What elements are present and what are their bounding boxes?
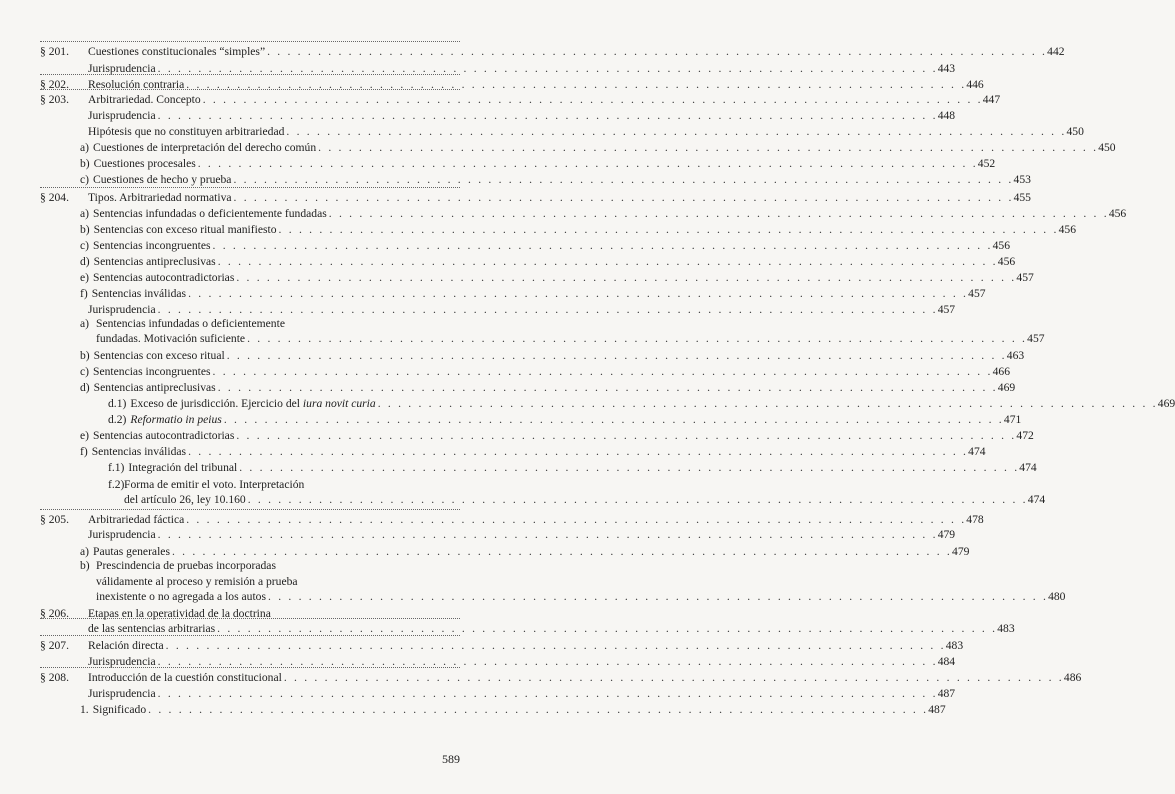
dot-leader: . . . . . . . . . . . . . . . . . . . . . . . . . . . . . . . . . . . . . . . . . . . . . . . . . . . . . . . . . . . . . . . . . . . . . . . . . . . . .	[236, 429, 1017, 442]
entry-marker: c)	[80, 239, 90, 252]
entry-label-line: válidamente al proceso y remisión a prueba	[96, 575, 298, 588]
entry-page-number: 479	[952, 545, 970, 558]
entry-page-number: 483	[997, 622, 1015, 635]
dot-leader: . . . . . . . . . . . . . . . . . . . . . . . . . . . . . . . . . . . . . . . . . . . . . . . . . . . . . . . . . . . . . . . . . . . . . . . . . . . . .	[268, 590, 1049, 603]
entry-label: Resolución contraria	[88, 78, 185, 91]
entry-label: Arbitrariedad. Concepto	[88, 93, 201, 106]
entry-label: Sentencias con exceso ritual	[93, 349, 225, 362]
toc-entry[interactable]	[40, 412, 1022, 427]
entry-marker: d)	[80, 381, 90, 394]
entry-label: Jurisprudencia	[88, 655, 156, 668]
entry-label: Pautas generales	[93, 545, 170, 558]
entry-label: Introducción de la cuestión constitucional	[88, 671, 282, 684]
dot-leader: . . . . . . . . . . . . . . . . . . . . . . . . . . . . . . . . . . . . . . . . . . . . . . . . . . . . . . . . . . . . . . . . . . . . . . . . . . . . .	[212, 365, 993, 378]
toc-entry-continuation	[40, 477, 460, 492]
entry-marker: b)	[80, 559, 90, 572]
entry-label: Cuestiones de interpretación del derecho común	[93, 141, 317, 154]
dot-leader: . . . . . . . . . . . . . . . . . . . . . . . . . . . . . . . . . . . . . . . . . . . . . . . . . . . . . . . . . . . . . . . . . . . . . . . . . . . . .	[267, 45, 1048, 58]
toc-entry[interactable]	[40, 364, 1010, 379]
section-number: § 206.	[40, 607, 69, 620]
dot-leader: . . . . . . . . . . . . . . . . . . . . . . . . . . . . . . . . . . . . . . . . . . . . . . . . . . . . . . . . . . . . . . . . . . . . . . . . . . . . .	[157, 303, 938, 316]
section-divider	[40, 509, 460, 510]
toc-entry[interactable]	[40, 512, 984, 527]
entry-page-number: 450	[1098, 141, 1116, 154]
entry-page-number: 483	[945, 639, 964, 652]
section-divider	[40, 74, 460, 75]
section-divider	[40, 89, 460, 90]
entry-page-number: 455	[1013, 191, 1031, 204]
dot-leader: . . . . . . . . . . . . . . . . . . . . . . . . . . . . . . . . . . . . . . . . . . . . . . . . . . . . . . . . . . . . . . . . . . . . . . . . . . . . .	[157, 528, 938, 541]
entry-marker: d)	[80, 255, 90, 268]
entry-label: Sentencias inválidas	[91, 287, 187, 300]
dot-leader: . . . . . . . . . . . . . . . . . . . . . . . . . . . . . . . . . . . . . . . . . . . . . . . . . . . . . . . . . . . . . . . . . . . . . . . . . . . . .	[226, 349, 1007, 362]
entry-page-number: 474	[968, 445, 986, 458]
entry-page-number: 478	[966, 513, 984, 526]
entry-marker: f)	[80, 287, 88, 300]
section-number: § 203.	[40, 93, 69, 106]
entry-marker: d.2)	[108, 413, 127, 426]
toc-entry[interactable]	[40, 492, 1046, 507]
entry-page-number: 487	[937, 687, 956, 700]
entry-page-number: 469	[997, 381, 1016, 394]
entry-page-number: 446	[966, 78, 984, 91]
dot-leader: . . . . . . . . . . . . . . . . . . . . . . . . . . . . . . . . . . . . . . . . . . . . . . . . . . . . . . . . . . . . . . . . . . . . . . . . . . . . .	[283, 671, 1064, 684]
toc-entry[interactable]	[40, 302, 956, 317]
entry-page-number: 453	[1013, 173, 1031, 186]
entry-label: Sentencias infundadas o deficientemente fundadas	[93, 207, 327, 220]
entry-label: de las sentencias arbitrarias	[88, 622, 216, 635]
section-divider	[40, 667, 460, 668]
dot-leader: . . . . . . . . . . . . . . . . . . . . . . . . . . . . . . . . . . . . . . . . . . . . . . . . . . . . . . . . . . . . . . . . . . . . . . . . . . . . .	[233, 191, 1014, 204]
entry-marker: c)	[80, 173, 90, 186]
entry-label-line: Prescindencia de pruebas incorporadas	[96, 559, 276, 572]
dot-leader: . . . . . . . . . . . . . . . . . . . . . . . . . . . . . . . . . . . . . . . . . . . . . . . . . . . . . . . . . . . . . . . . . . . . . . . . . . . . .	[186, 78, 967, 91]
toc-entry[interactable]	[40, 621, 1015, 636]
entry-page-number: 463	[1006, 349, 1025, 362]
toc-entry[interactable]	[40, 124, 1084, 139]
section-number: § 202.	[40, 78, 69, 91]
entry-label: Cuestiones de hecho y prueba	[93, 173, 232, 186]
entry-marker: a)	[80, 317, 90, 330]
entry-page-number: 471	[1003, 413, 1022, 426]
toc-entry[interactable]	[40, 270, 1034, 285]
entry-page-number: 484	[937, 655, 956, 668]
dot-leader: . . . . . . . . . . . . . . . . . . . . . . . . . . . . . . . . . . . . . . . . . . . . . . . . . . . . . . . . . . . . . . . . . . . . . . . . . . . . .	[247, 493, 1028, 506]
section-number: § 204.	[40, 191, 69, 204]
toc-entry[interactable]	[40, 222, 1076, 237]
entry-marker: a)	[80, 207, 90, 220]
dot-leader: . . . . . . . . . . . . . . . . . . . . . . . . . . . . . . . . . . . . . . . . . . . . . . . . . . . . . . . . . . . . . . . . . . . . . . . . . . . . .	[239, 461, 1020, 474]
entry-page-number: 456	[1108, 207, 1127, 220]
entry-label: Cuestiones constitucionales “simples”	[88, 45, 266, 58]
entry-marker: f)	[80, 445, 88, 458]
entry-page-number: 486	[1063, 671, 1082, 684]
entry-page-number: 457	[1027, 332, 1045, 345]
toc-entry[interactable]	[40, 380, 1016, 395]
toc-entry[interactable]	[40, 286, 986, 301]
dot-leader: . . . . . . . . . . . . . . . . . . . . . . . . . . . . . . . . . . . . . . . . . . . . . . . . . . . . . . . . . . . . . . . . . . . . . . . . . . . . .	[278, 223, 1059, 236]
entry-label: del artículo 26, ley 10.160	[124, 493, 246, 506]
toc-entry[interactable]	[40, 444, 986, 459]
entry-marker: b)	[80, 349, 90, 362]
toc-entry[interactable]	[40, 92, 1001, 107]
dot-leader: . . . . . . . . . . . . . . . . . . . . . . . . . . . . . . . . . . . . . . . . . . . . . . . . . . . . . . . . . . . . . . . . . . . . . . . . . . . . .	[217, 622, 998, 635]
entry-page-number: 452	[977, 157, 996, 170]
dot-leader: . . . . . . . . . . . . . . . . . . . . . . . . . . . . . . . . . . . . . . . . . . . . . . . . . . . . . . . . . . . . . . . . . . . . . . . . . . . . .	[188, 287, 969, 300]
dot-leader: . . . . . . . . . . . . . . . . . . . . . . . . . . . . . . . . . . . . . . . . . . . . . . . . . . . . . . . . . . . . . . . . . . . . . . . . . . . . .	[217, 255, 998, 268]
section-number: § 207.	[40, 639, 69, 652]
entry-label: Integración del tribunal	[128, 461, 238, 474]
dot-leader: . . . . . . . . . . . . . . . . . . . . . . . . . . . . . . . . . . . . . . . . . . . . . . . . . . . . . . . . . . . . . . . . . . . . . . . . . . . . .	[233, 173, 1014, 186]
entry-marker: 1.	[80, 703, 89, 716]
dot-leader: . . . . . . . . . . . . . . . . . . . . . . . . . . . . . . . . . . . . . . . . . . . . . . . . . . . . . . . . . . . . . . . . . . . . . . . . . . . . .	[236, 271, 1017, 284]
dot-leader: . . . . . . . . . . . . . . . . . . . . . . . . . . . . . . . . . . . . . . . . . . . . . . . . . . . . . . . . . . . . . . . . . . . . . . . . . . . . .	[157, 62, 938, 75]
entry-label: Sentencias incongruentes	[93, 239, 211, 252]
section-divider	[40, 618, 460, 619]
entry-marker: c)	[80, 365, 90, 378]
dot-leader: . . . . . . . . . . . . . . . . . . . . . . . . . . . . . . . . . . . . . . . . . . . . . . . . . . . . . . . . . . . . . . . . . . . . . . . . . . . . .	[202, 93, 983, 106]
entry-label: Sentencias con exceso ritual manifiesto	[93, 223, 277, 236]
entry-label: Cuestiones procesales	[93, 157, 196, 170]
entry-page-number: 487	[928, 703, 946, 716]
section-divider	[40, 41, 460, 42]
entry-label: Jurisprudencia	[88, 528, 156, 541]
entry-page-number: 457	[1016, 271, 1034, 284]
toc-entry[interactable]	[40, 190, 1031, 205]
entry-label	[130, 396, 377, 411]
entry-page-number: 479	[937, 528, 956, 541]
entry-label: Hipótesis que no constituyen arbitrariedad	[88, 125, 285, 138]
entry-marker: f.2)	[108, 478, 125, 491]
toc-entry[interactable]	[40, 206, 1127, 221]
dot-leader: . . . . . . . . . . . . . . . . . . . . . . . . . . . . . . . . . . . . . . . . . . . . . . . . . . . . . . . . . . . . . . . . . . . . . . . . . . . . .	[377, 397, 1158, 410]
entry-page-number: 442	[1047, 45, 1065, 58]
toc-entry[interactable]	[40, 589, 1066, 604]
entry-label: Tipos. Arbitrariedad normativa	[88, 191, 232, 204]
entry-page-number: 472	[1016, 429, 1034, 442]
dot-leader: . . . . . . . . . . . . . . . . . . . . . . . . . . . . . . . . . . . . . . . . . . . . . . . . . . . . . . . . . . . . . . . . . . . . . . . . . . . . .	[212, 239, 993, 252]
entry-marker: a)	[80, 545, 90, 558]
dot-leader: . . . . . . . . . . . . . . . . . . . . . . . . . . . . . . . . . . . . . . . . . . . . . . . . . . . . . . . . . . . . . . . . . . . . . . . . . . . . .	[217, 381, 998, 394]
dot-leader: . . . . . . . . . . . . . . . . . . . . . . . . . . . . . . . . . . . . . . . . . . . . . . . . . . . . . . . . . . . . . . . . . . . . . . . . . . . . .	[223, 413, 1004, 426]
entry-label: Sentencias autocontradictorias	[93, 271, 235, 284]
entry-label: Relación directa	[88, 639, 164, 652]
entry-label-line: Etapas en la operatividad de la doctrina	[88, 607, 271, 620]
entry-label: inexistente o no agregada a los autos	[96, 590, 266, 603]
dot-leader: . . . . . . . . . . . . . . . . . . . . . . . . . . . . . . . . . . . . . . . . . . . . . . . . . . . . . . . . . . . . . . . . . . . . . . . . . . . . .	[186, 513, 967, 526]
entry-label: Sentencias autocontradictorias	[93, 429, 235, 442]
section-divider	[40, 187, 460, 188]
entry-label-line: Forma de emitir el voto. Interpretación	[124, 478, 305, 491]
toc-entry[interactable]	[40, 238, 1010, 253]
entry-label: Jurisprudencia	[88, 62, 156, 75]
toc-entry[interactable]	[40, 460, 1037, 475]
toc-entry-continuation	[40, 316, 460, 331]
section-divider	[40, 635, 460, 636]
dot-leader: . . . . . . . . . . . . . . . . . . . . . . . . . . . . . . . . . . . . . . . . . . . . . . . . . . . . . . . . . . . . . . . . . . . . . . . . . . . . .	[165, 639, 946, 652]
entry-page-number: 456	[1058, 223, 1076, 236]
entry-page-number: 448	[937, 109, 956, 122]
toc-entry-continuation	[40, 574, 460, 589]
entry-label: Reformatio in peius	[130, 413, 222, 426]
entry-label: fundadas. Motivación suficiente	[96, 332, 246, 345]
dot-leader: . . . . . . . . . . . . . . . . . . . . . . . . . . . . . . . . . . . . . . . . . . . . . . . . . . . . . . . . . . . . . . . . . . . . . . . . . . . . .	[171, 545, 953, 558]
entry-page-number: 457	[937, 303, 956, 316]
page-number: 589	[442, 752, 460, 766]
entry-page-number: 443	[937, 62, 956, 75]
dot-leader: . . . . . . . . . . . . . . . . . . . . . . . . . . . . . . . . . . . . . . . . . . . . . . . . . . . . . . . . . . . . . . . . . . . . . . . . . . . . .	[328, 207, 1109, 220]
toc-entry[interactable]	[40, 544, 970, 559]
dot-leader: . . . . . . . . . . . . . . . . . . . . . . . . . . . . . . . . . . . . . . . . . . . . . . . . . . . . . . . . . . . . . . . . . . . . . . . . . . . . .	[197, 157, 978, 170]
entry-page-number: 466	[992, 365, 1010, 378]
toc-entry[interactable]	[40, 254, 1016, 269]
entry-label: Significado	[92, 703, 147, 716]
entry-marker: b)	[80, 157, 90, 170]
toc-entry[interactable]	[40, 172, 1031, 187]
toc-entry[interactable]	[40, 331, 1045, 346]
toc-entry[interactable]	[40, 44, 1065, 59]
dot-leader: . . . . . . . . . . . . . . . . . . . . . . . . . . . . . . . . . . . . . . . . . . . . . . . . . . . . . . . . . . . . . . . . . . . . . . . . . . . . .	[148, 703, 929, 716]
dot-leader: . . . . . . . . . . . . . . . . . . . . . . . . . . . . . . . . . . . . . . . . . . . . . . . . . . . . . . . . . . . . . . . . . . . . . . . . . . . . .	[157, 655, 938, 668]
toc-entry[interactable]	[40, 108, 956, 123]
section-number: § 205.	[40, 513, 69, 526]
toc-entry[interactable]	[40, 527, 956, 542]
entry-label-line: Sentencias infundadas o deficientemente	[96, 317, 285, 330]
toc-entry[interactable]	[40, 348, 1025, 363]
toc-entry[interactable]	[40, 140, 1116, 155]
entry-marker: a)	[80, 141, 90, 154]
entry-page-number: 480	[1048, 590, 1066, 603]
section-number: § 201.	[40, 45, 69, 58]
entry-label: Jurisprudencia	[88, 109, 156, 122]
entry-marker: e)	[80, 429, 90, 442]
entry-label-italic: iura novit curia	[302, 397, 376, 410]
entry-marker: d.1)	[108, 397, 127, 410]
entry-page-number: 456	[992, 239, 1010, 252]
entry-page-number: 469	[1157, 397, 1175, 410]
entry-label: Jurisprudencia	[88, 687, 156, 700]
entry-marker: e)	[80, 271, 90, 284]
toc-entry[interactable]	[40, 686, 956, 701]
entry-page-number: 447	[982, 93, 1001, 106]
toc-entry[interactable]	[40, 702, 946, 717]
entry-page-number: 474	[1027, 493, 1046, 506]
dot-leader: . . . . . . . . . . . . . . . . . . . . . . . . . . . . . . . . . . . . . . . . . . . . . . . . . . . . . . . . . . . . . . . . . . . . . . . . . . . . .	[157, 109, 938, 122]
entry-marker: f.1)	[108, 461, 125, 474]
dot-leader: . . . . . . . . . . . . . . . . . . . . . . . . . . . . . . . . . . . . . . . . . . . . . . . . . . . . . . . . . . . . . . . . . . . . . . . . . . . . .	[247, 332, 1028, 345]
entry-page-number: 457	[968, 287, 986, 300]
dot-leader: . . . . . . . . . . . . . . . . . . . . . . . . . . . . . . . . . . . . . . . . . . . . . . . . . . . . . . . . . . . . . . . . . . . . . . . . . . . . .	[286, 125, 1067, 138]
toc-entry[interactable]	[40, 156, 996, 171]
entry-label: Sentencias inválidas	[91, 445, 187, 458]
entry-label-text: Exceso de jurisdicción. Ejercicio del	[130, 397, 303, 410]
toc-entry[interactable]	[40, 638, 964, 653]
entry-page-number: 450	[1066, 125, 1084, 138]
entry-label: Sentencias antipreclusivas	[93, 255, 216, 268]
toc-entry[interactable]	[40, 670, 1082, 685]
section-number: § 208.	[40, 671, 69, 684]
toc-entry[interactable]	[40, 396, 1175, 411]
toc-entry[interactable]	[40, 428, 1034, 443]
dot-leader: . . . . . . . . . . . . . . . . . . . . . . . . . . . . . . . . . . . . . . . . . . . . . . . . . . . . . . . . . . . . . . . . . . . . . . . . . . . . .	[318, 141, 1099, 154]
dot-leader: . . . . . . . . . . . . . . . . . . . . . . . . . . . . . . . . . . . . . . . . . . . . . . . . . . . . . . . . . . . . . . . . . . . . . . . . . . . . .	[157, 687, 938, 700]
entry-label: Sentencias incongruentes	[93, 365, 211, 378]
dot-leader: . . . . . . . . . . . . . . . . . . . . . . . . . . . . . . . . . . . . . . . . . . . . . . . . . . . . . . . . . . . . . . . . . . . . . . . . . . . . .	[188, 445, 969, 458]
entry-marker: b)	[80, 223, 90, 236]
entry-label: Sentencias antipreclusivas	[93, 381, 216, 394]
entry-label: Arbitrariedad fáctica	[88, 513, 185, 526]
entry-page-number: 474	[1019, 461, 1037, 474]
entry-label: Jurisprudencia	[88, 303, 156, 316]
toc-entry-continuation	[40, 558, 460, 573]
entry-page-number: 456	[997, 255, 1016, 268]
